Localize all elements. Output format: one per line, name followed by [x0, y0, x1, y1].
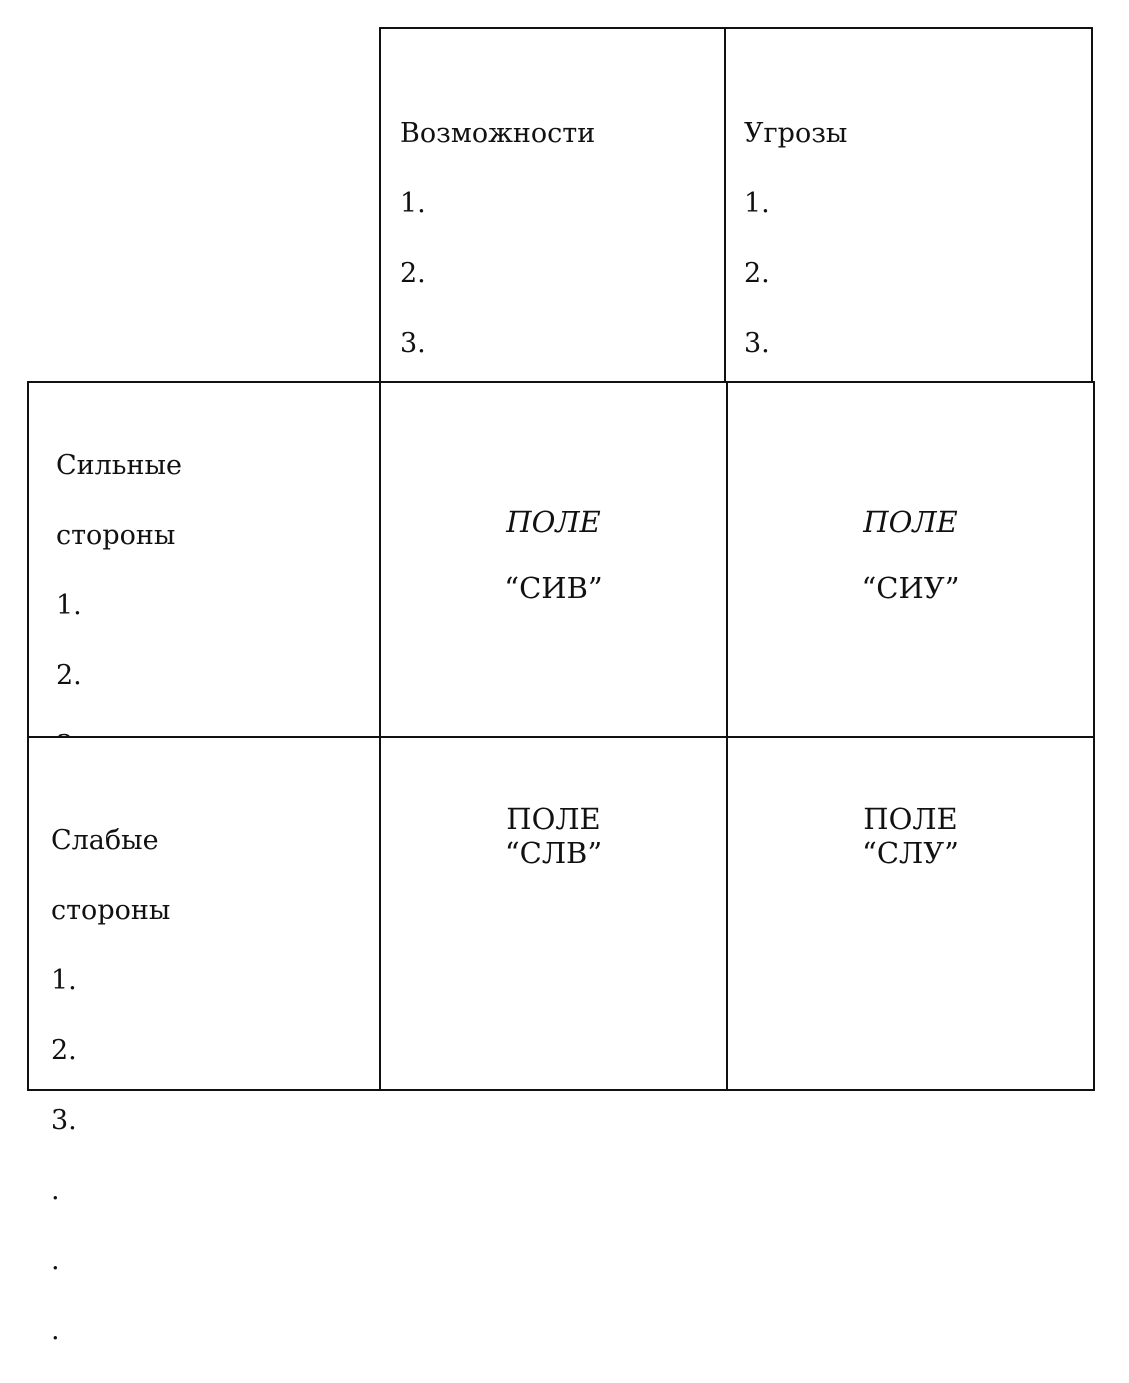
opportunities-heading: Возможности: [400, 118, 596, 149]
list-item: 2.: [51, 1035, 77, 1066]
threats-heading: Угрозы: [744, 118, 848, 149]
field-siu-code: “СИУ”: [861, 571, 960, 605]
strengths-cell: [27, 381, 381, 738]
list-item: 1.: [51, 965, 77, 996]
list-item: 1.: [400, 188, 426, 219]
ellipsis-dot: .: [51, 1175, 60, 1206]
opportunities-cell: [379, 27, 726, 383]
weaknesses-heading-line2: стороны: [51, 895, 171, 926]
field-siv: [381, 489, 726, 621]
field-siv-code: “СИВ”: [504, 571, 603, 605]
field-slu: [728, 802, 1093, 870]
field-slv-label: ПОЛЕ: [506, 802, 601, 836]
strengths-heading-line1: Сильные: [56, 450, 182, 481]
threats-cell: [724, 27, 1093, 383]
list-item: 3.: [744, 328, 770, 359]
field-siu-label: ПОЛЕ: [863, 505, 958, 539]
field-siu: [728, 489, 1093, 621]
ellipsis-dot: .: [51, 1315, 60, 1346]
list-item: 1.: [56, 590, 82, 621]
field-siv-label: ПОЛЕ: [506, 505, 601, 539]
list-item: 2.: [400, 258, 426, 289]
field-slv-code: “СЛВ”: [504, 836, 603, 870]
strengths-heading-line2: стороны: [56, 520, 176, 551]
weaknesses-list: [51, 788, 170, 1383]
list-item: 1.: [744, 188, 770, 219]
weaknesses-heading-line1: Слабые: [51, 825, 159, 856]
list-item: 3.: [51, 1105, 77, 1136]
list-item: 2.: [56, 660, 82, 691]
field-slv: [381, 802, 726, 870]
field-slu-label: ПОЛЕ: [863, 802, 958, 836]
field-siv-cell: [379, 381, 728, 738]
list-item: 2.: [744, 258, 770, 289]
ellipsis-dot: .: [51, 1245, 60, 1276]
field-slu-code: “СЛУ”: [862, 836, 959, 870]
field-slu-cell: [726, 736, 1095, 1091]
list-item: 3.: [400, 328, 426, 359]
weaknesses-cell: [27, 736, 381, 1346]
field-slv-cell: [379, 736, 728, 1091]
field-siu-cell: [726, 381, 1095, 738]
